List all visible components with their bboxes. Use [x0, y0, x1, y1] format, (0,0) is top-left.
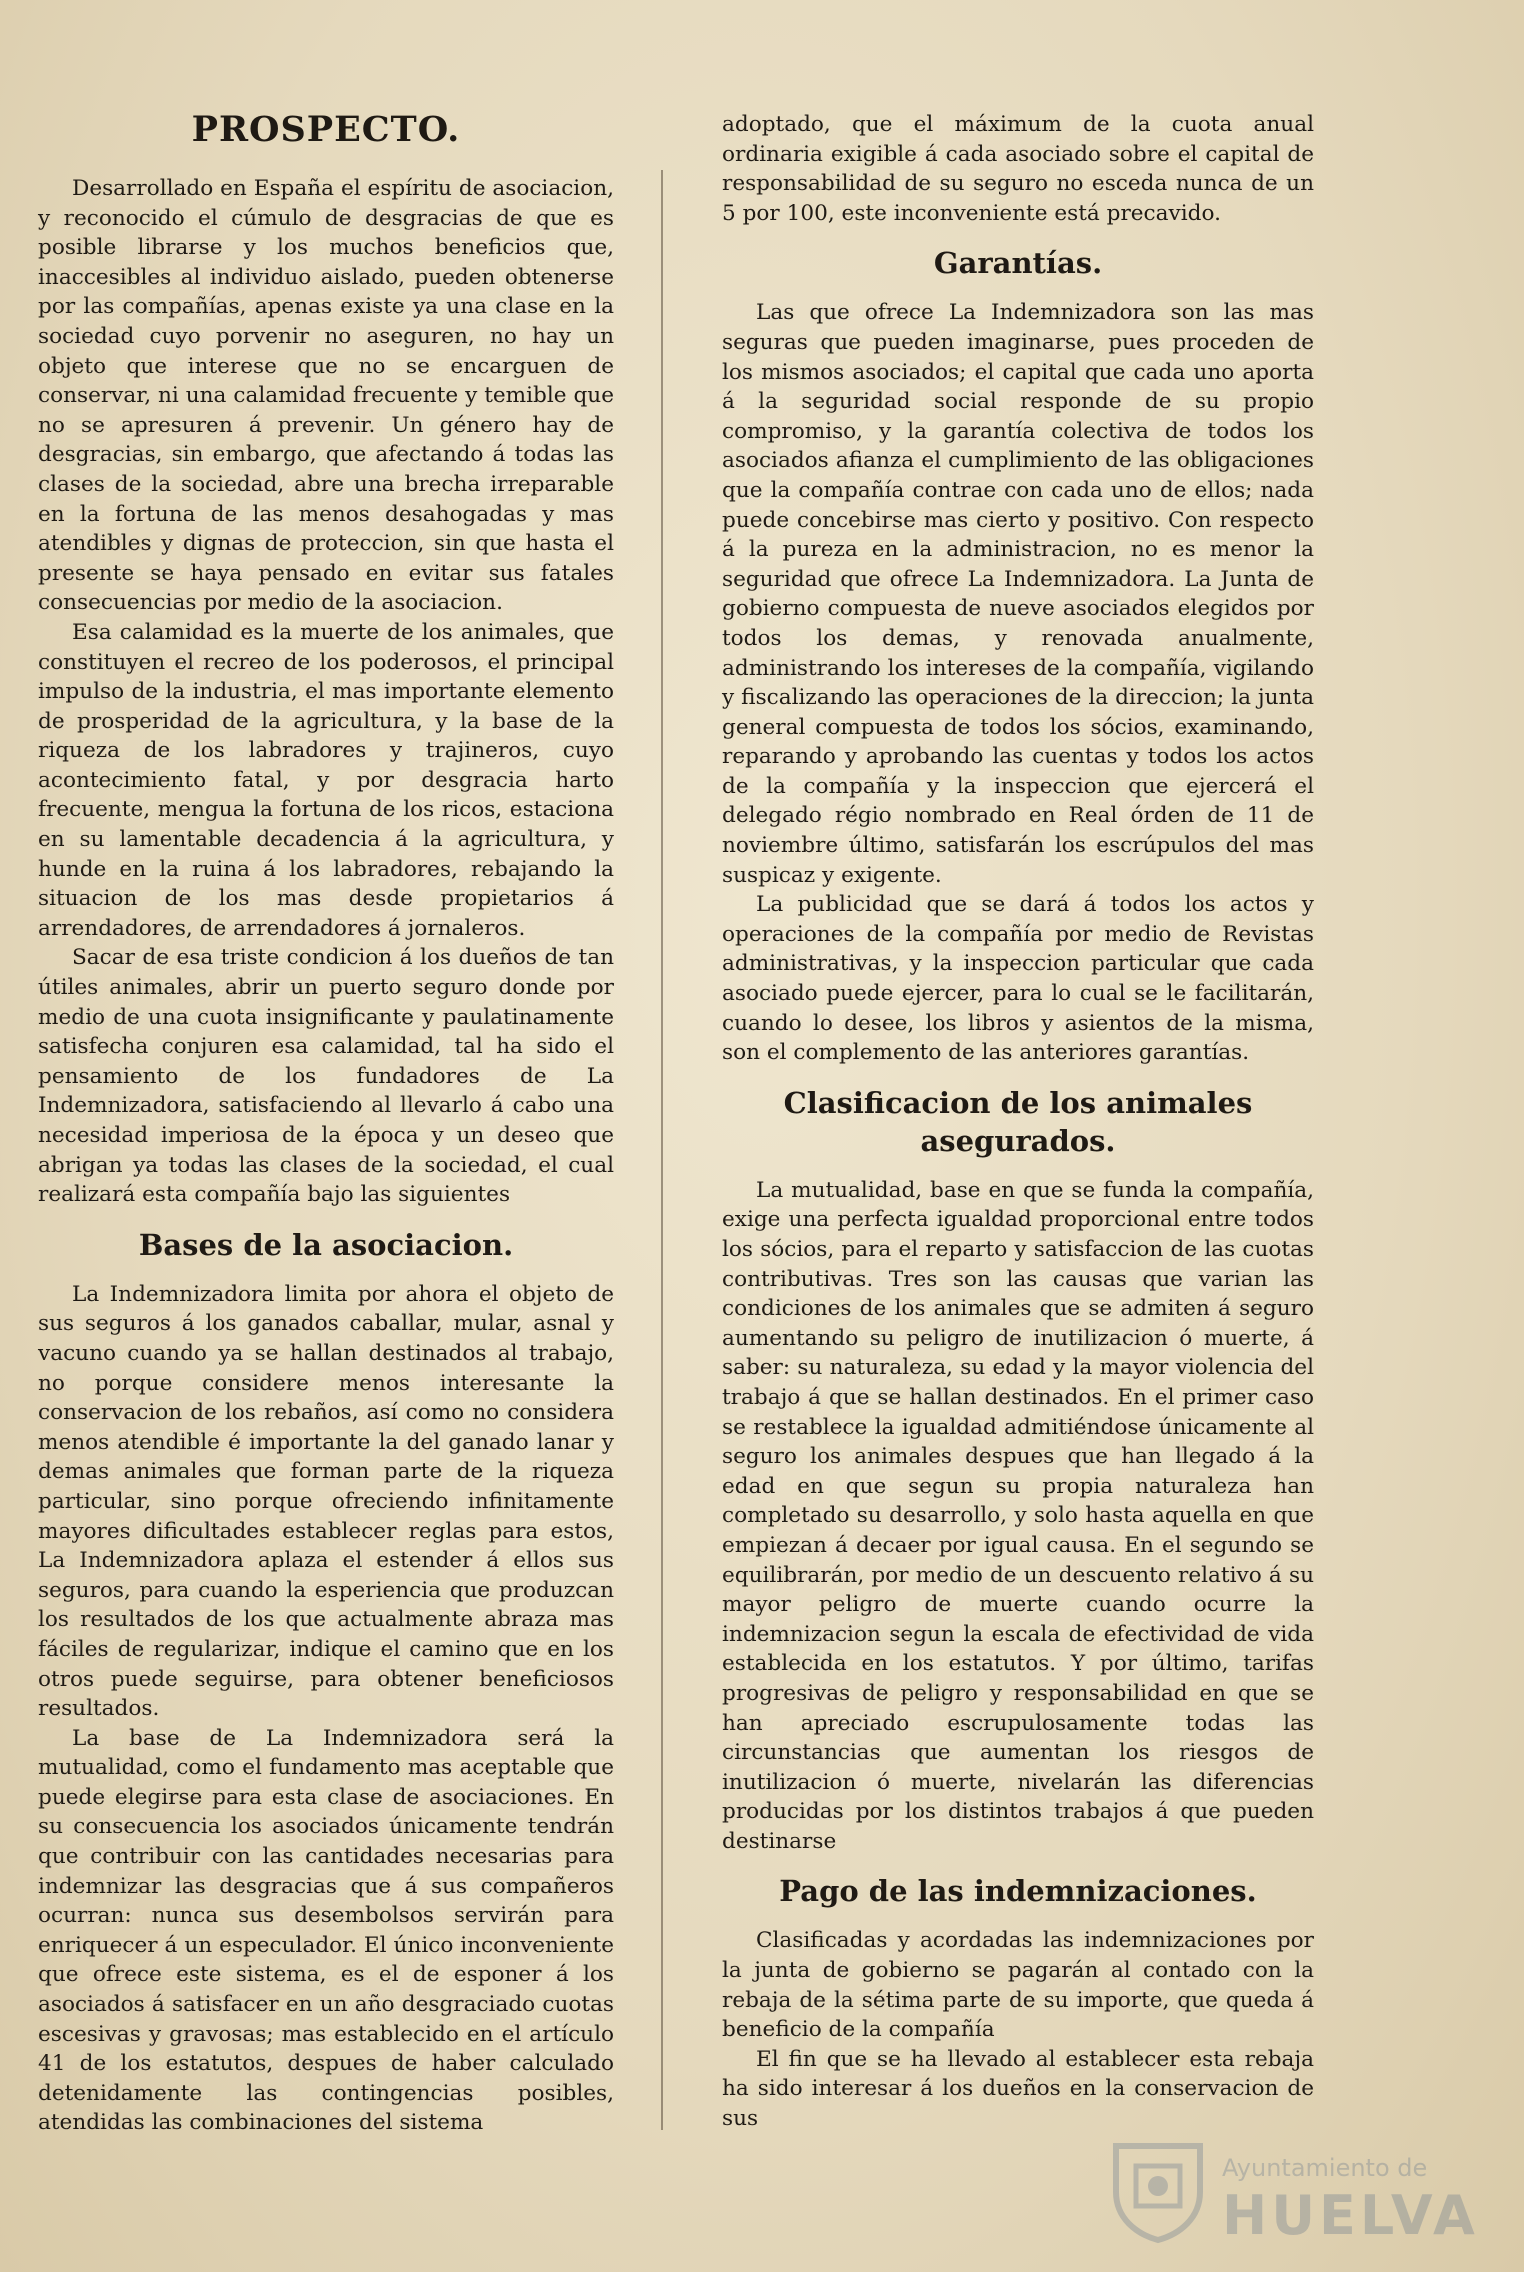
objeto-seguros-paragraph: La Indemnizadora limita por ahora el objeto de sus seguros á los ganados caballar, mular, asnal y vacuno cuando ya se hallan destinados al trabajo, no porque considere menos interesante la conservacion de los rebaños, así como no considera menos atendible é importante la del ganado lanar y demas animales que forman parte de la riqueza particular, sino porque ofreciendo infinitamente mayores dificultades establecer reglas para estos, La Indemnizadora aplaza el estender á ellos sus seguros, para cuando la esperiencia que produzcan los resultados de los que actualmente abraza mas fáciles de regularizar, indique el camino que en los otros puede seguirse, para obtener beneficiosos resultados. [38, 1281, 614, 1722]
city-shield-icon [1110, 2140, 1206, 2244]
archive-watermark [1110, 2140, 1479, 2250]
right-column [722, 110, 1314, 2134]
bases-heading: Bases de la asociacion. [138, 1227, 514, 1262]
pago-heading: Pago de las indemnizaciones. [779, 1874, 1257, 1909]
clasificacion-heading: Clasificacion de los animales asegurados. [783, 1085, 1253, 1158]
garantias-heading: Garantías. [933, 246, 1103, 281]
left-column [38, 108, 614, 2138]
watermark-line-2: HUELVA [1222, 2184, 1479, 2247]
mutualidad-paragraph: La base de La Indemnizadora será la mutualidad, como el fundamento mas aceptable que puede elegirse para esta clase de asociaciones. En su consecuencia los asociados únicamente tendrán que contribuir con las cantidades necesarias para indemnizar las desgracias que á sus compañeros ocurran: nunca sus desembolsos servirán para enriquecer á un especulador. El único inconveniente que ofrece este sistema, es el de esponer á los asociados á satisfacer en un año desgraciado cuotas escesivas y gravosas; mas establecido en el artículo 41 de los estatutos, despues de haber calculado detenidamente las contingencias posibles, atendidas las combinaciones del sistema [38, 1725, 614, 2136]
column-divider [661, 170, 663, 2130]
rebaja-paragraph: El fin que se ha llevado al establecer esta rebaja ha sido interesar á los dueños en la conservacion de sus [722, 2046, 1314, 2132]
garantias-paragraph: Las que ofrece La Indemnizadora son las mas seguras que pueden imaginarse, pues proceden de los mismos asociados; el capital que cada uno aporta á la seguridad social responde de su propio compromiso, y la garantía colectiva de todos los asociados afianza el cumplimiento de las obligaciones que la compañía contrae con cada uno de ellos; nada puede concebirse mas cierto y positivo. Con respecto á la pureza en la administracion, no es menor la seguridad que ofrece La Indemnizadora. La Junta de gobierno compuesta de nueve asociados elegidos por todos los demas, y renovada anualmente, administrando los intereses de la compañía, vigilando y fiscalizando las operaciones de la direccion; la junta general compuesta de todos los sócios, examinando, reparando y aprobando las cuentas y todos los actos de la compañía y la inspeccion que ejercerá el delegado régio nombrado en Real órden de 11 de noviembre último, satisfarán los escrúpulos del mas suspicaz y exigente. [722, 300, 1314, 888]
watermark-line-1: Ayuntamiento de [1222, 2154, 1428, 2182]
proposito-paragraph: Sacar de esa triste condicion á los dueños de tan útiles animales, abrir un puerto seguro donde por medio de una cuota insignificante y paulatinamente satisfecha conjuren esa calamidad, tal ha sido el pensamiento de los fundadores de La Indemnizadora, satisfaciendo al llevarlo á cabo una necesidad imperiosa de la época y un deseo que abrigan ya todas las clases de la sociedad, el cual realizará esta compañía bajo las siguientes [38, 945, 614, 1208]
pago-paragraph: Clasificadas y acordadas las indemnizaciones por la junta de gobierno se pagarán al contado con la rebaja de la sétima parte de su importe, que queda á beneficio de la compañía [722, 1928, 1314, 2043]
calamidad-paragraph: Esa calamidad es la muerte de los animales, que constituyen el recreo de los poderosos, el principal impulso de la industria, el mas importante elemento de prosperidad de la agricultura, y la base de la riqueza de los labradores y trajineros, cuyo acontecimiento fatal, y por desgracia harto frecuente, mengua la fortuna de los ricos, estaciona en su lamentable decadencia á la agricultura, y hunde en la ruina á los labradores, rebajando la situacion de los mas desde propietarios á arrendadores, de arrendadores á jornaleros. [38, 619, 614, 941]
clasificacion-paragraph: La mutualidad, base en que se funda la compañía, exige una perfecta igualdad proporcional entre todos los sócios, para el reparto y satisfaccion de las cuotas contributivas. Tres son las causas que varian las condiciones de los animales que se admiten á seguro aumentando su peligro de inutilizacion ó muerte, á saber: su naturaleza, su edad y la mayor violencia del trabajo á que se hallan destinados. En el primer caso se restablece la igualdad admitiéndose únicamente al seguro los animales despues que han llegado á la edad en que segun su propia naturaleza han completado su desarrollo, y solo hasta aquella en que empiezan á decaer por igual causa. En el segundo se equilibrarán, por medio de un descuento relativo á su mayor peligro de muerte cuando ocurre la indemnizacion segun la escala de efectividad de vida establecida en los estatutos. Y por último, tarifas progresivas de peligro y responsabilidad en que se han apreciado escrupulosamente todas las circunstancias que aumentan los riesgos de inutilizacion ó muerte, nivelarán las diferencias producidas por los distintos trabajos á que pueden destinarse [722, 1177, 1314, 1854]
continuation-paragraph: adoptado, que el máximum de la cuota anual ordinaria exigible á cada asociado sobre el capital de responsabilidad de su seguro no esceda nunca de un 5 por 100, este inconveniente está precavido. [722, 112, 1314, 226]
publicidad-paragraph: La publicidad que se dará á todos los actos y operaciones de la compañía por medio de Revistas administrativas, y la inspeccion particular que cada asociado puede ejercer, para lo cual se le facilitarán, cuando lo desee, los libros y asientos de la misma, son el complemento de las anteriores garantías. [722, 892, 1314, 1066]
intro-paragraph: Desarrollado en España el espíritu de asociacion, y reconocido el cúmulo de desgracias de que es posible librarse y los muchos beneficios que, inaccesibles al individuo aislado, pueden obtenerse por las compañías, apenas existe ya una clase en la sociedad cuyo porvenir no aseguren, no hay un objeto que interese que no se encarguen de conservar, ni una calamidad frecuente y temible que no se apresuren á prevenir. Un género hay de desgracias, sin embargo, que afectando á todas las clases de la sociedad, abre una brecha irreparable en la fortuna de las menos desahogadas y mas atendibles y dignas de proteccion, sin que hasta el presente se haya pensado en evitar sus fatales consecuencias por medio de la asociacion. [38, 176, 614, 616]
prospecto-title: PROSPECTO. [191, 109, 461, 150]
